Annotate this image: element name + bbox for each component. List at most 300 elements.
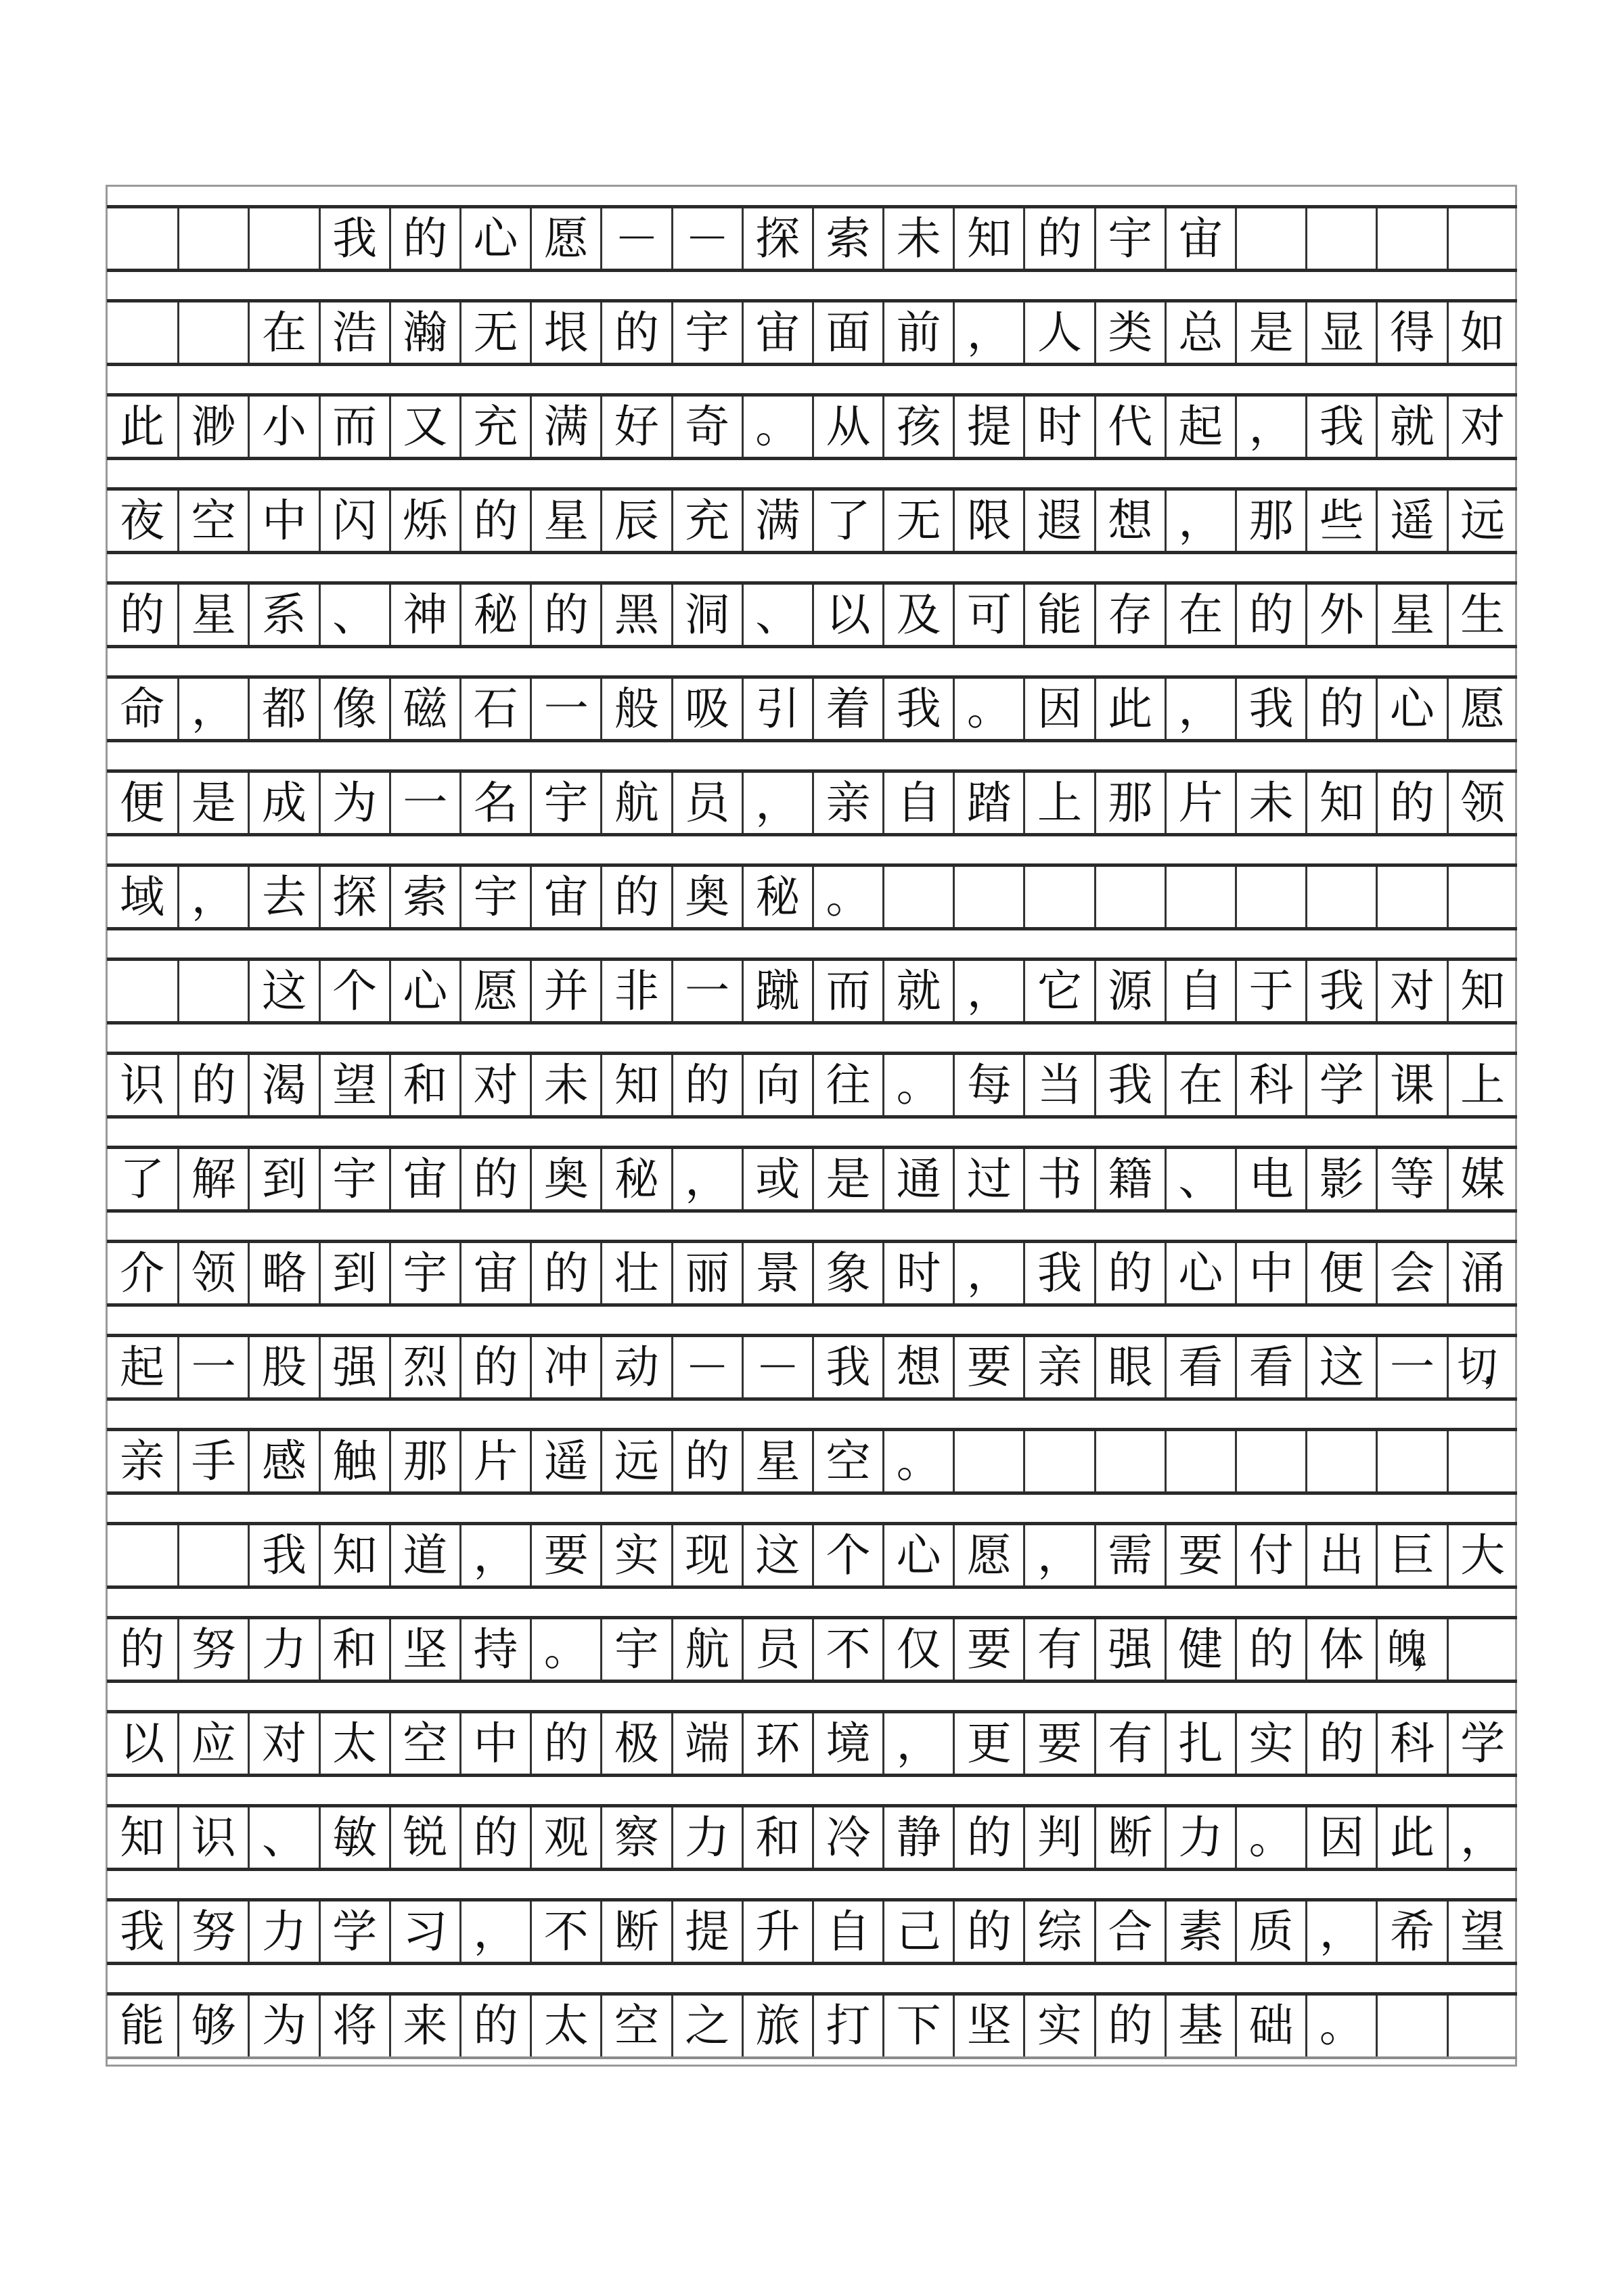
grid-cell: 员 xyxy=(671,773,742,833)
grid-cell: 切， xyxy=(1447,1337,1517,1397)
grid-cell: 到 xyxy=(248,1149,318,1209)
grid-cell xyxy=(1165,867,1235,927)
grid-cell xyxy=(107,1525,177,1585)
grid-cell: 类 xyxy=(1094,302,1165,363)
title-cell: 宇 xyxy=(1094,208,1165,269)
grid-cell: ， xyxy=(882,1713,953,1774)
grid-cell: 之 xyxy=(671,1996,742,2056)
grid-cell: 辰 xyxy=(600,491,671,551)
grid-cell: 的 xyxy=(1094,1243,1165,1303)
grid-cell: 渴 xyxy=(248,1055,318,1115)
grid-cell: 学 xyxy=(1305,1055,1376,1115)
grid-cell: 我 xyxy=(120,1905,165,1958)
grid-cell: 基 xyxy=(1165,1996,1235,2056)
grid-cell: 向 xyxy=(742,1055,812,1115)
grid-cell: 航 xyxy=(600,773,671,833)
grid-cell: 的 xyxy=(671,1431,742,1491)
title-cell xyxy=(1235,208,1305,269)
grid-cell: 心 xyxy=(389,961,459,1021)
grid-cell: 远 xyxy=(600,1431,671,1491)
grid-cell: 断 xyxy=(1094,1807,1165,1868)
grid-cell: 星 xyxy=(742,1431,812,1491)
grid-cell: 和 xyxy=(389,1055,459,1115)
text-row xyxy=(107,487,1517,554)
grid-cell: 星 xyxy=(530,491,600,551)
grid-cell: 奥 xyxy=(530,1149,600,1209)
grid-cell: 便 xyxy=(1305,1243,1376,1303)
grid-cell: 我 xyxy=(882,679,953,739)
grid-cell: 的 xyxy=(459,1807,530,1868)
grid-cell: 看 xyxy=(1165,1337,1235,1397)
grid-cell: 。 xyxy=(742,397,812,457)
grid-cell: 员 xyxy=(742,1619,812,1680)
grid-cell: 端 xyxy=(671,1713,742,1774)
grid-cell: 介 xyxy=(120,1246,165,1299)
grid-cell: 现 xyxy=(671,1525,742,1585)
title-cell: 心 xyxy=(459,208,530,269)
grid-cell: 的 xyxy=(1305,679,1376,739)
grid-cell: 想 xyxy=(882,1337,953,1397)
title-cell: 的 xyxy=(389,208,459,269)
grid-cell: 就 xyxy=(882,961,953,1021)
grid-cell: 力 xyxy=(1165,1807,1235,1868)
grid-cell: 像 xyxy=(319,679,389,739)
grid-cell: 出 xyxy=(1305,1525,1376,1585)
title-cell xyxy=(1376,208,1446,269)
grid-cell: 、 xyxy=(319,585,389,645)
grid-cell: 触 xyxy=(319,1431,389,1491)
grid-cell: 显 xyxy=(1305,302,1376,363)
grid-cell: 、 xyxy=(1165,1149,1235,1209)
grid-cell: 神 xyxy=(389,585,459,645)
grid-cell: 质 xyxy=(1235,1901,1305,1962)
grid-cell: 自 xyxy=(882,773,953,833)
grid-cell: 的 xyxy=(1235,585,1305,645)
grid-cell: 浩 xyxy=(319,302,389,363)
grid-cell: 闪 xyxy=(319,491,389,551)
grid-cell: 等 xyxy=(1376,1149,1446,1209)
grid-cell: 亲 xyxy=(812,773,882,833)
grid-cell: 以 xyxy=(812,585,882,645)
grid-cell: 。 xyxy=(812,867,882,927)
grid-cell: 秘 xyxy=(459,585,530,645)
grid-cell: 习 xyxy=(389,1901,459,1962)
grid-cell: 对 xyxy=(459,1055,530,1115)
grid-cell: 及 xyxy=(882,585,953,645)
grid-cell: 努 xyxy=(177,1901,248,1962)
grid-cell: 石 xyxy=(459,679,530,739)
grid-cell: 素 xyxy=(1165,1901,1235,1962)
grid-cell: 观 xyxy=(530,1807,600,1868)
grid-cell: 源 xyxy=(1094,961,1165,1021)
text-row xyxy=(107,1334,1517,1401)
grid-cell: 看 xyxy=(1235,1337,1305,1397)
text-row xyxy=(107,1804,1517,1871)
grid-cell: 的 xyxy=(530,1243,600,1303)
grid-cell: 是 xyxy=(1235,302,1305,363)
grid-cell: 知 xyxy=(319,1525,389,1585)
grid-cell: 每 xyxy=(953,1055,1023,1115)
grid-cell: 实 xyxy=(1235,1713,1305,1774)
grid-cell: 锐 xyxy=(389,1807,459,1868)
text-row xyxy=(107,393,1517,460)
grid-cell: 这 xyxy=(248,961,318,1021)
grid-cell: 我 xyxy=(248,1525,318,1585)
grid-cell: 。 xyxy=(953,679,1023,739)
grid-cell: 从 xyxy=(812,397,882,457)
grid-cell: 实 xyxy=(600,1525,671,1585)
grid-cell: 对 xyxy=(248,1713,318,1774)
grid-cell: 它 xyxy=(1023,961,1093,1021)
grid-cell: 有 xyxy=(1023,1619,1093,1680)
grid-cell: 外 xyxy=(1305,585,1376,645)
grid-cell xyxy=(177,1525,248,1585)
grid-cell: 我 xyxy=(812,1337,882,1397)
grid-cell: 烈 xyxy=(389,1337,459,1397)
grid-cell: 磁 xyxy=(389,679,459,739)
grid-cell: 星 xyxy=(177,585,248,645)
grid-cell: 股 xyxy=(248,1337,318,1397)
grid-cell xyxy=(1447,1996,1517,2056)
grid-cell: 的 xyxy=(459,1149,530,1209)
grid-cell: 识 xyxy=(120,1058,165,1111)
grid-cell: 感 xyxy=(248,1431,318,1491)
text-row xyxy=(107,769,1517,836)
grid-cell: 上 xyxy=(1447,1055,1517,1115)
grid-cell: ， xyxy=(1023,1525,1093,1585)
grid-cell: 未 xyxy=(530,1055,600,1115)
title-cell: 知 xyxy=(953,208,1023,269)
grid-cell: 媒 xyxy=(1447,1149,1517,1209)
grid-cell: 那 xyxy=(389,1431,459,1491)
grid-cell: 上 xyxy=(1023,773,1093,833)
grid-cell: 夜 xyxy=(120,494,165,547)
grid-cell: 这 xyxy=(742,1525,812,1585)
grid-cell: 中 xyxy=(459,1713,530,1774)
grid-cell: 的 xyxy=(1235,1619,1305,1680)
grid-cell: 的 xyxy=(459,1337,530,1397)
grid-cell: 科 xyxy=(1235,1055,1305,1115)
grid-cell: 航 xyxy=(671,1619,742,1680)
grid-cell: 引 xyxy=(742,679,812,739)
grid-cell: 想 xyxy=(1094,491,1165,551)
grid-cell: 个 xyxy=(812,1525,882,1585)
grid-cell: 知 xyxy=(600,1055,671,1115)
grid-cell: 是 xyxy=(812,1149,882,1209)
grid-cell: 知 xyxy=(1447,961,1517,1021)
grid-cell: 为 xyxy=(319,773,389,833)
grid-cell: 努 xyxy=(177,1619,248,1680)
grid-cell: ， xyxy=(953,961,1023,1021)
grid-cell: 存 xyxy=(1094,585,1165,645)
grid-cell: 我 xyxy=(1305,397,1376,457)
grid-cell: 的 xyxy=(530,585,600,645)
grid-cell: 强 xyxy=(1094,1619,1165,1680)
grid-cell: 起 xyxy=(120,1341,165,1393)
title-cell: 未 xyxy=(882,208,953,269)
grid-cell: 有 xyxy=(1094,1713,1165,1774)
grid-cell: 。 xyxy=(1305,1996,1376,2056)
grid-cell: 些 xyxy=(1305,491,1376,551)
grid-cell: 去 xyxy=(248,867,318,927)
grid-cell: 非 xyxy=(600,961,671,1021)
grid-cell: 那 xyxy=(1235,491,1305,551)
title-cell xyxy=(177,208,248,269)
grid-cell: 代 xyxy=(1094,397,1165,457)
grid-cell: 自 xyxy=(1165,961,1235,1021)
grid-cell: 籍 xyxy=(1094,1149,1165,1209)
grid-cell: 的 xyxy=(600,867,671,927)
grid-cell: 空 xyxy=(600,1996,671,2056)
grid-cell: 领 xyxy=(177,1243,248,1303)
grid-cell: 孩 xyxy=(882,397,953,457)
grid-cell: 黑 xyxy=(600,585,671,645)
grid-cell: 小 xyxy=(248,397,318,457)
grid-cell xyxy=(1094,1431,1165,1491)
grid-cell: 中 xyxy=(248,491,318,551)
title-cell: 索 xyxy=(812,208,882,269)
grid-cell: 要 xyxy=(530,1525,600,1585)
grid-cell: 因 xyxy=(1305,1807,1376,1868)
grid-cell: 。 xyxy=(530,1619,600,1680)
grid-cell: ， xyxy=(953,302,1023,363)
grid-cell: 力 xyxy=(671,1807,742,1868)
grid-cell: 能 xyxy=(1023,585,1093,645)
grid-cell: ， xyxy=(742,773,812,833)
grid-cell: 不 xyxy=(530,1901,600,1962)
text-row xyxy=(107,1146,1517,1213)
grid-cell: 以 xyxy=(120,1717,165,1770)
grid-cell: 宇 xyxy=(319,1149,389,1209)
grid-cell xyxy=(1165,1431,1235,1491)
grid-cell: 可 xyxy=(953,585,1023,645)
grid-cell: 解 xyxy=(177,1149,248,1209)
grid-cell: 魄， xyxy=(1376,1619,1446,1680)
grid-cell xyxy=(107,961,177,1021)
grid-cell: ， xyxy=(459,1901,530,1962)
title-cell xyxy=(1305,208,1376,269)
grid-cell: 到 xyxy=(319,1243,389,1303)
grid-cell: 综 xyxy=(1023,1901,1093,1962)
text-row xyxy=(107,675,1517,742)
grid-cell: ， xyxy=(1165,679,1235,739)
grid-cell: 此 xyxy=(1094,679,1165,739)
grid-cell: 渺 xyxy=(177,397,248,457)
grid-cell: 宇 xyxy=(671,302,742,363)
grid-cell: ， xyxy=(953,1243,1023,1303)
text-row xyxy=(107,863,1517,930)
grid-cell: 愿 xyxy=(459,961,530,1021)
grid-cell xyxy=(1094,867,1165,927)
grid-cell: 片 xyxy=(1165,773,1235,833)
grid-cell: 的 xyxy=(177,1055,248,1115)
grid-cell: 的 xyxy=(1094,1996,1165,2056)
grid-cell: 中 xyxy=(1235,1243,1305,1303)
grid-cell: 生 xyxy=(1447,585,1517,645)
grid-cell: 一 xyxy=(1376,1337,1446,1397)
grid-cell: 名 xyxy=(459,773,530,833)
grid-cell xyxy=(1376,867,1446,927)
grid-cell: 冲 xyxy=(530,1337,600,1397)
grid-cell: 宇 xyxy=(389,1243,459,1303)
grid-cell: 提 xyxy=(671,1901,742,1962)
text-row xyxy=(107,1240,1517,1307)
grid-cell: 我 xyxy=(1023,1243,1093,1303)
grid-cell: ， xyxy=(1235,397,1305,457)
grid-cell: 总 xyxy=(1165,302,1235,363)
grid-cell: 宙 xyxy=(530,867,600,927)
grid-cell: 个 xyxy=(319,961,389,1021)
grid-cell: 学 xyxy=(1447,1713,1517,1774)
grid-cell: 自 xyxy=(812,1901,882,1962)
grid-cell: 我 xyxy=(1235,679,1305,739)
grid-cell: 宇 xyxy=(600,1619,671,1680)
grid-cell: 书 xyxy=(1023,1149,1093,1209)
grid-cell: 扎 xyxy=(1165,1713,1235,1774)
grid-cell: 坚 xyxy=(389,1619,459,1680)
grid-cell: 往 xyxy=(812,1055,882,1115)
grid-cell: 系 xyxy=(248,585,318,645)
grid-cell: 知 xyxy=(120,1811,165,1864)
grid-cell: 断 xyxy=(600,1901,671,1962)
grid-cell: 动 xyxy=(600,1337,671,1397)
grid-cell: 望 xyxy=(319,1055,389,1115)
grid-cell: 下 xyxy=(882,1996,953,2056)
grid-cell: 蹴 xyxy=(742,961,812,1021)
grid-cell: 域 xyxy=(120,870,165,923)
grid-cell: 静 xyxy=(882,1807,953,1868)
grid-cell: 、 xyxy=(248,1807,318,1868)
grid-cell: 础 xyxy=(1235,1996,1305,2056)
grid-cell: 瀚 xyxy=(389,302,459,363)
grid-cell: 环 xyxy=(742,1713,812,1774)
grid-cell: 人 xyxy=(1023,302,1093,363)
grid-cell: 手 xyxy=(177,1431,248,1491)
grid-cell: ， xyxy=(1305,1901,1376,1962)
title-cell: － xyxy=(671,208,742,269)
grid-cell: 这 xyxy=(1305,1337,1376,1397)
grid-cell: 领 xyxy=(1447,773,1517,833)
grid-cell: 心 xyxy=(882,1525,953,1585)
grid-cell: 都 xyxy=(248,679,318,739)
grid-cell: 得 xyxy=(1376,302,1446,363)
grid-cell: 空 xyxy=(177,491,248,551)
text-row xyxy=(107,958,1517,1025)
grid-cell: 。 xyxy=(882,1055,953,1115)
grid-cell: 实 xyxy=(1023,1996,1093,2056)
grid-cell: 更 xyxy=(953,1713,1023,1774)
grid-cell xyxy=(1023,867,1093,927)
grid-cell xyxy=(177,961,248,1021)
grid-cell: 通 xyxy=(882,1149,953,1209)
grid-cell: 识 xyxy=(177,1807,248,1868)
grid-cell: 此 xyxy=(120,400,165,453)
grid-cell: 宙 xyxy=(742,302,812,363)
grid-cell: 涌 xyxy=(1447,1243,1517,1303)
grid-cell: 面 xyxy=(812,302,882,363)
grid-cell: 探 xyxy=(319,867,389,927)
grid-cell xyxy=(177,302,248,363)
grid-cell: 好 xyxy=(600,397,671,457)
title-cell: － xyxy=(600,208,671,269)
grid-cell: 旅 xyxy=(742,1996,812,2056)
grid-cell: 。 xyxy=(882,1431,953,1491)
grid-cell: 付 xyxy=(1235,1525,1305,1585)
grid-cell: 奇 xyxy=(671,397,742,457)
grid-cell: 电 xyxy=(1235,1149,1305,1209)
grid-cell xyxy=(1447,1619,1517,1680)
grid-cell: 判 xyxy=(1023,1807,1093,1868)
grid-cell: 奥 xyxy=(671,867,742,927)
grid-cell: 而 xyxy=(812,961,882,1021)
grid-cell: 亲 xyxy=(120,1435,165,1487)
grid-cell: 影 xyxy=(1305,1149,1376,1209)
grid-cell: 学 xyxy=(319,1901,389,1962)
title-row xyxy=(107,205,1517,272)
title-cell: 探 xyxy=(742,208,812,269)
grid-cell: 要 xyxy=(953,1337,1023,1397)
grid-cell: 察 xyxy=(600,1807,671,1868)
grid-cell: 便 xyxy=(120,776,165,829)
grid-cell: 巨 xyxy=(1376,1525,1446,1585)
grid-cell: 垠 xyxy=(530,302,600,363)
grid-cell: 此 xyxy=(1376,1807,1446,1868)
grid-cell: 的 xyxy=(953,1901,1023,1962)
grid-cell xyxy=(1305,867,1376,927)
grid-cell: 或 xyxy=(742,1149,812,1209)
grid-cell: 在 xyxy=(1165,1055,1235,1115)
grid-cell: 为 xyxy=(248,1996,318,2056)
grid-cell: 般 xyxy=(600,679,671,739)
grid-cell: 的 xyxy=(953,1807,1023,1868)
grid-cell: 的 xyxy=(120,588,165,641)
grid-cell: 一 xyxy=(671,961,742,1021)
grid-cell: 的 xyxy=(459,491,530,551)
grid-cell: 要 xyxy=(1023,1713,1093,1774)
grid-cell: 就 xyxy=(1376,397,1446,457)
grid-cell: 我 xyxy=(1305,961,1376,1021)
grid-cell: 和 xyxy=(742,1807,812,1868)
grid-cell xyxy=(882,867,953,927)
grid-cell: 不 xyxy=(812,1619,882,1680)
grid-cell: 眼 xyxy=(1094,1337,1165,1397)
grid-cell: 在 xyxy=(1165,585,1235,645)
grid-cell: 而 xyxy=(319,397,389,457)
text-row xyxy=(107,1522,1517,1589)
grid-cell: 无 xyxy=(882,491,953,551)
title-cell: 愿 xyxy=(530,208,600,269)
grid-cell: 前 xyxy=(882,302,953,363)
grid-cell: 象 xyxy=(812,1243,882,1303)
grid-cell: 一 xyxy=(530,679,600,739)
grid-cell: 将 xyxy=(319,1996,389,2056)
grid-cell: 愿 xyxy=(953,1525,1023,1585)
grid-cell: 宙 xyxy=(389,1149,459,1209)
grid-cell: 踏 xyxy=(953,773,1023,833)
grid-cell: 仅 xyxy=(882,1619,953,1680)
grid-cell: 健 xyxy=(1165,1619,1235,1680)
grid-cell: 的 xyxy=(671,1055,742,1115)
grid-cell: 心 xyxy=(1165,1243,1235,1303)
grid-cell: 过 xyxy=(953,1149,1023,1209)
grid-cell: 一 xyxy=(389,773,459,833)
grid-cell xyxy=(953,1431,1023,1491)
grid-cell: 索 xyxy=(389,867,459,927)
grid-cell: 的 xyxy=(120,1623,165,1675)
grid-cell: 遥 xyxy=(1376,491,1446,551)
text-row xyxy=(107,1992,1517,2059)
grid-cell xyxy=(1305,1431,1376,1491)
